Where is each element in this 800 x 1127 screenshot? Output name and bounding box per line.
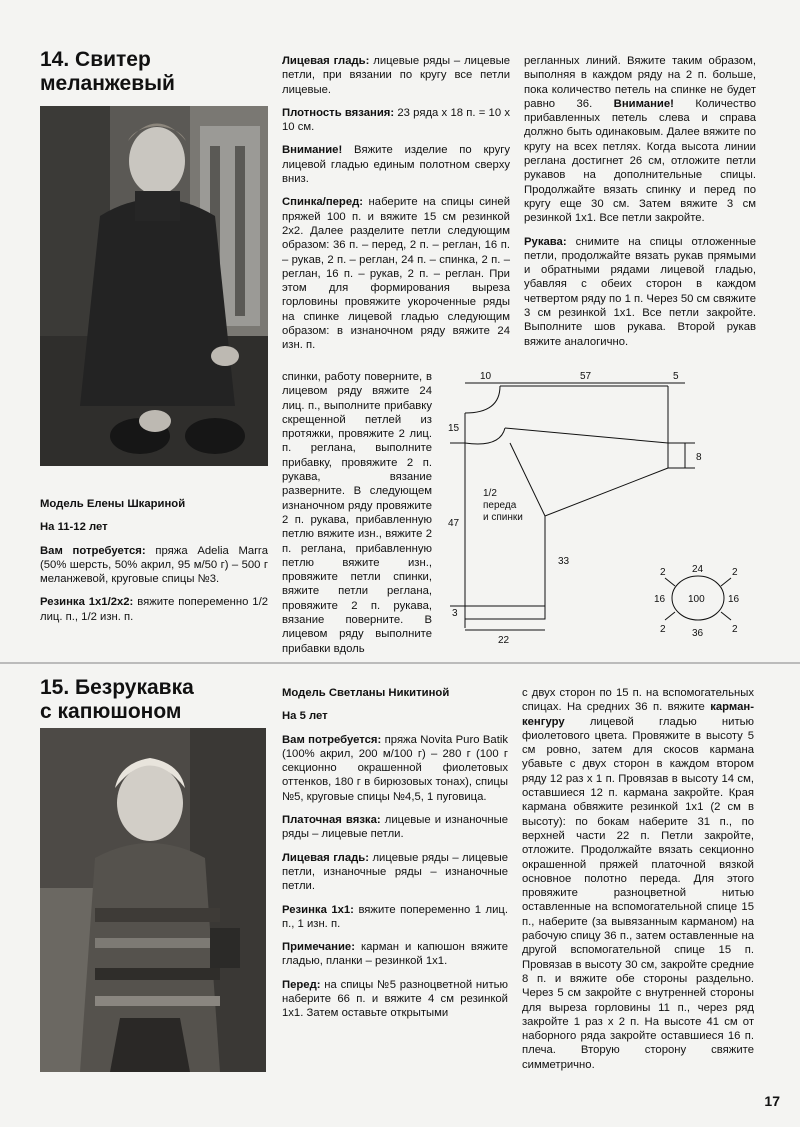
label-raglan-depth: 15 [448, 423, 460, 434]
raglan-line [505, 428, 668, 443]
sleeve-underside [510, 443, 668, 516]
model-credit-15: Модель Светланы Никитиной [282, 687, 450, 699]
project-15-title-line1: 15. Безрукавка [40, 676, 194, 699]
cuff-rect [668, 443, 685, 468]
label-circle-total: 100 [688, 594, 705, 605]
raglan-paragraph: регланных линий. Вяжите таким образом, выполняя в каждом ряду на 2 п. больше, пока количество петель на спинке не будет равно 36. Внимание! Количество прибавленных петель слева и справа должно быть одинаковым. Далее вяжите по кругу на всех петлях. Когда высота линии реглана достигнет 26 см, отложите петли рукавов на дополнительные спицы. Продолжайте вязать спинку и перед по кругу еще 30 см. Затем вяжите 3 см резинкой 1х1. Все петли закройте. [524, 55, 757, 225]
hem-rib [465, 606, 545, 619]
label-body-length: 47 [448, 518, 460, 529]
materials-paragraph: Вам потребуется: пряжа Adelia Marra (50% шерсть, 50% акрил, 95 м/50 г) – 500 г меланжевой, круговые спицы №3. [40, 544, 268, 586]
label-cuff-length: 5 [673, 371, 679, 382]
sleeves-paragraph: Рукава: снимите на спицы отложенные петли, продолжайте вязать рукав прямыми и обратными рядами лицевой гладью, убавляя с обеих сторон в каждом четвертом ряду по 1 п. Через 50 см свяжите 3 см резинкой 1х1. Все петли закройте. Выполните шов рукава. Второй рукав вяжите аналогично. [524, 235, 757, 348]
project-15-title [40, 676, 194, 724]
project-14-title [40, 48, 175, 96]
stockinette-paragraph-15: Лицевая гладь: лицевые ряды – лицевые петли, изнаночные ряды – изнаночные петли. [282, 851, 508, 893]
label-sleeve-length: 57 [580, 371, 592, 382]
label-circle-sleeve-left: 16 [654, 594, 666, 605]
label-circle-raglan-bl: 2 [660, 624, 666, 635]
project-14-right-column [524, 54, 756, 358]
project-14-body-continued [282, 370, 432, 665]
label-circle-front: 36 [692, 628, 704, 639]
label-piece-fraction: 1/2 [483, 488, 497, 499]
sweater-schematic [440, 368, 770, 648]
project-14-middle-column [282, 54, 510, 353]
attention-paragraph: Внимание! Вяжите изделие по кругу лицевой гладью единым полотном сверху вниз. [282, 144, 511, 186]
label-hem-height: 3 [452, 608, 458, 619]
project-15-right-column [522, 686, 754, 1081]
label-piece-back: и спинки [483, 512, 523, 523]
age-label: На 11-12 лет [40, 521, 108, 534]
project-15-middle-column [282, 686, 508, 1030]
body-paragraph: Спинка/перед: наберите на спицы синей пряжей 100 п. и вяжите 15 см резинкой 2х2. Далее разделите петли следующим образом: 36 п. – перед, 2 п. – реглан, 16 п. – рукав, 2 п. – реглан, 24 п. – спинка, 2 п. – реглан, 16 п. – рукав, 2 п. – реглан. При этом для формирования выреза горловины провяжите укороченные ряды на спинке лицевой гладью следующим образом: в изнаночном ряду вяжите 24 изн. п. [282, 196, 511, 352]
front-paragraph: Перед: на спицы №5 разноцветной нитью наберите 66 п. и вяжите 4 см резинкой 1х1. Затем оставьте открытыми [282, 978, 509, 1020]
label-half-width: 22 [498, 635, 510, 646]
label-circle-raglan-tr: 2 [732, 567, 738, 578]
project-14-title-line2: меланжевый [40, 72, 175, 95]
stockinette-paragraph: Лицевая гладь: лицевые ряды – лицевые петли, при вязании по кругу все петли лицевые. [282, 55, 511, 96]
gauge-paragraph: Плотность вязания: 23 ряда х 18 п. = 10 х 10 см. [282, 106, 511, 134]
label-circle-raglan-tl: 2 [660, 567, 666, 578]
note-paragraph: Примечание: карман и капюшон вяжите гладью, планки – резинкой 1х1. [282, 941, 509, 968]
label-cuff-width: 8 [696, 452, 702, 463]
age-label-15: На 5 лет [282, 710, 328, 723]
label-side-length: 33 [558, 556, 570, 567]
page-number: 17 [764, 1093, 780, 1109]
project-15-title-line2: с капюшоном [40, 700, 182, 723]
garter-paragraph: Платочная вязка: лицевые и изнаночные ряды – лицевые петли. [282, 814, 508, 841]
project-14-left-column [40, 497, 268, 633]
model-credit: Модель Елены Шкариной [40, 498, 186, 510]
rib-paragraph-15: Резинка 1х1: вяжите попеременно 1 лиц. п., 1 изн. п. [282, 903, 509, 930]
label-neck-width: 10 [480, 371, 492, 382]
section-divider [0, 662, 800, 664]
neckline-curve [465, 386, 500, 413]
rib-paragraph: Резинка 1х1/2х2: вяжите попеременно 1/2 лиц. п., 1/2 изн. п. [40, 596, 269, 623]
vest-photo [40, 728, 266, 1072]
pocket-paragraph: с двух сторон по 15 п. на вспомогательных спицах. На средних 36 п. вяжите карман-кенгуру лицевой гладью нитью фиолетового цвета. Провяжите в высоту 5 см ровно, затем для скосов кармана убавьте с двух сторон в каждом втором ряду 12 раз х 1 п. Провязав в высоту 14 см, оставшиеся 12 п. кармана закройте. Края кармана обвяжите резинкой 1х1 (2 см в высоту): по бокам наберите 31 п., по верхней части 22 п. Петли закройте, отложите. Продолжайте вязать секционно окрашенной пряжей платочной вязкой основное полотно переда. Для этого провяжите разноцветной нитью оставленные на вспомогательной спице 15 п., наберите (за вывязанным карманом) на рабочую спицу 36 п., затем оставленные на другой вспомогательной спице 15 п. Провязав в высоту 30 см, закройте средние 8 п. и вяжите обе стороны раздельно. Через 5 см закройте с внутренней стороны для выреза горловины 11 п., через ряд закройте 1 раз х 2 п. На высоте 41 см от наборного ряда закройте оставшиеся 16 п. плеча. Вторую сторону свяжите симметрично. [522, 687, 754, 1071]
materials-paragraph-15: Вам потребуется: пряжа Novita Puro Batik (100% акрил, 200 м/100 г) – 280 г (100 г секционно окрашенной фиолетовых оттенков, 180 г в бирюзовых тонах), спицы №5, круговые спицы №4,5, 1 пуговица. [282, 733, 508, 803]
label-piece-front: переда [483, 500, 517, 511]
label-circle-sleeve-right: 16 [728, 594, 740, 605]
sweater-photo [40, 106, 268, 466]
body-paragraph-continued: спинки, работу поверните, в лицевом ряду вяжите 24 лиц. п., выполните прибавку скрещенной петлей из протяжки, провяжите 2 лиц. п. реглана, выполните прибавку, провяжите 2 п. рукава, вязание разверните. В следующем изнаночном ряду провяжите 2 п. рукава, прибавленную петлю вяжите изн., вяжите 2 п. реглана, прибавленную петлю вяжите изн., провяжите петли спинки, вяжите петли реглана, провяжите 2 п. рукава, вязание поверните. В лицевом ряду выполните прибавки вдоль [282, 371, 432, 655]
label-circle-raglan-br: 2 [732, 624, 738, 635]
project-14-title-line1: 14. Свитер [40, 48, 151, 71]
label-circle-back: 24 [692, 564, 704, 575]
